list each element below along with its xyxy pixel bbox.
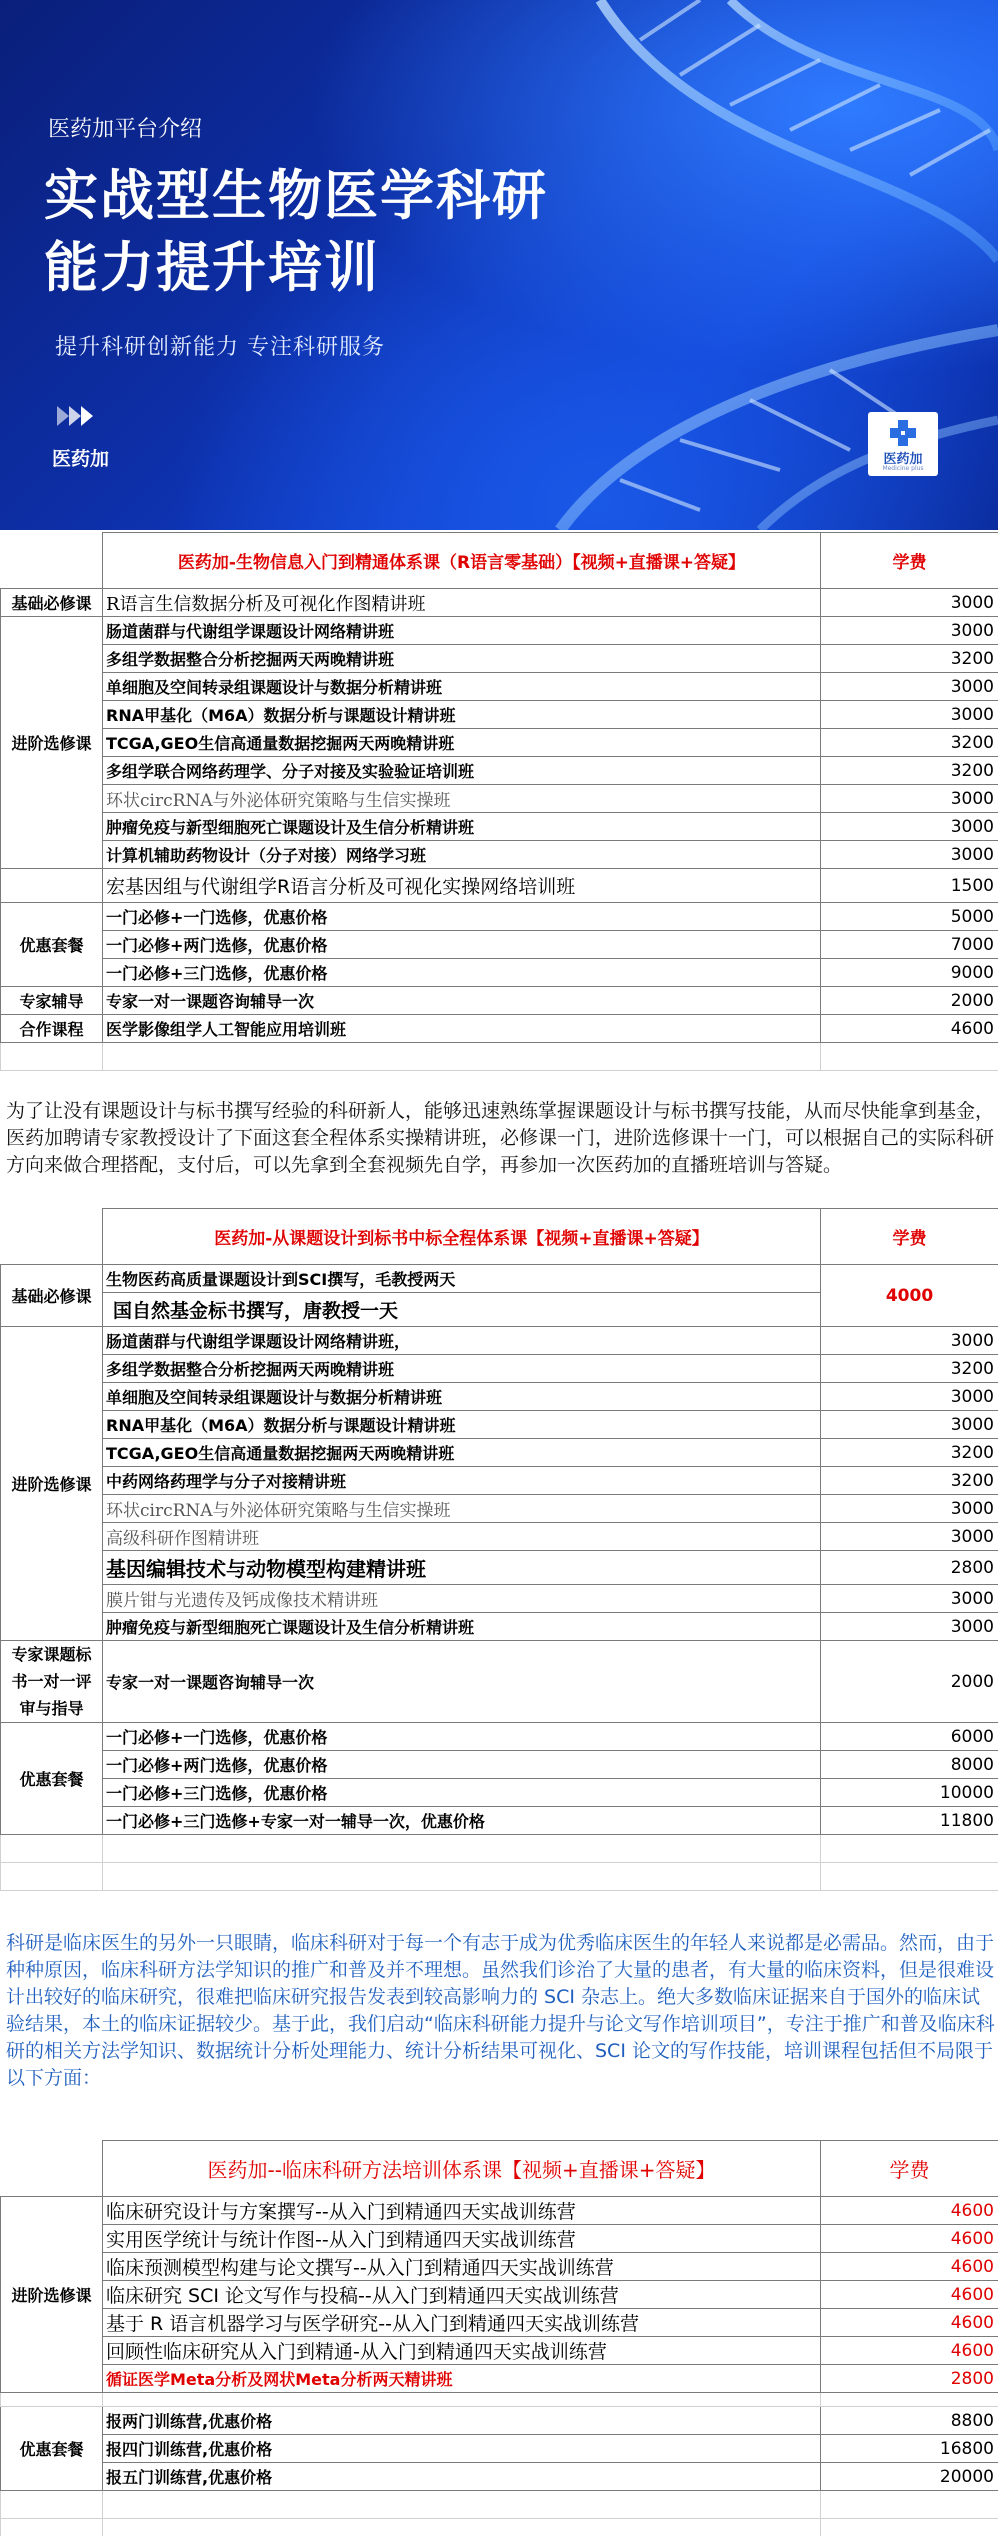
course-table-grant — [0, 1208, 998, 1891]
course-name: R语言生信数据分析及可视化作图精讲班 — [103, 589, 821, 617]
package-name: 报两门训练营,优惠价格 — [103, 2407, 821, 2435]
category-label: 合作课程 — [1, 1015, 103, 1043]
course-fee: 4600 — [821, 2337, 998, 2365]
course-name: 医学影像组学人工智能应用培训班 — [103, 1015, 821, 1043]
course-name: 专家一对一课题咨询辅导一次 — [103, 987, 821, 1015]
course-fee: 3200 — [821, 757, 998, 785]
course-name: RNA甲基化（M6A）数据分析与课题设计精讲班 — [103, 1411, 821, 1439]
table-row — [1, 729, 998, 757]
package-fee: 7000 — [821, 931, 998, 959]
course-fee: 3000 — [821, 1383, 998, 1411]
table-row — [1, 2435, 998, 2463]
table-row — [1, 869, 998, 903]
course-name: 计算机辅助药物设计（分子对接）网络学习班 — [103, 841, 821, 869]
table-row — [1, 1467, 998, 1495]
course-fee: 3000 — [821, 617, 998, 645]
table-row — [1, 589, 998, 617]
category-label: 专家课题标书一对一评审与指导 — [1, 1641, 103, 1723]
table-row — [1, 1751, 998, 1779]
course-fee: 3200 — [821, 729, 998, 757]
course-table-clinical — [0, 2140, 998, 2536]
course-name: 宏基因组与代谢组学R语言分析及可视化实操网络培训班 — [103, 869, 821, 903]
course-name: 临床预测模型构建与论文撰写--从入门到精通四天实战训练营 — [103, 2253, 821, 2281]
package-name: 报四门训练营,优惠价格 — [103, 2435, 821, 2463]
course-name: 循证医学Meta分析及网状Meta分析两天精讲班 — [103, 2365, 821, 2393]
table-row — [1, 645, 998, 673]
banner-slogan: 提升科研创新能力 专注科研服务 — [55, 335, 385, 360]
table-row — [1, 931, 998, 959]
fee-header: 学费 — [821, 1209, 998, 1265]
table-row — [1, 1015, 998, 1043]
category-label: 基础必修课 — [1, 1265, 103, 1327]
table-row — [1, 2197, 998, 2225]
course-fee: 2000 — [821, 987, 998, 1015]
intro-paragraph-1: 为了让没有课题设计与标书撰写经验的科研新人，能够迅速熟练掌握课题设计与标书撰写技能，从而尽快能拿到基金，医药加聘请专家教授设计了下面这套全程体系实操精讲班，必修课一门，进阶选修课十一门，可以根据自己的实际科研方向来做合理搭配，支付后，可以先拿到全套视频先自学，再参加一次医药加的直播班培训与答疑。 — [6, 1100, 995, 1176]
course-name: 多组学数据整合分析挖掘两天两晚精讲班 — [103, 1355, 821, 1383]
table-row — [1, 2463, 998, 2491]
course-name: 单细胞及空间转录组课题设计与数据分析精讲班 — [103, 673, 821, 701]
table-title: 医药加--临床科研方法培训体系课【视频+直播课+答疑】 — [103, 2141, 821, 2197]
course-fee: 3000 — [821, 1411, 998, 1439]
category-label: 优惠套餐 — [1, 2407, 103, 2491]
table-row — [1, 1807, 998, 1835]
package-name: 一门必修+三门选修，优惠价格 — [103, 1779, 821, 1807]
course-fee: 2000 — [821, 1641, 998, 1723]
course-fee: 4600 — [821, 2309, 998, 2337]
course-fee: 3000 — [821, 785, 998, 813]
package-fee: 11800 — [821, 1807, 998, 1835]
category-label: 基础必修课 — [1, 589, 103, 617]
table-row — [1, 987, 998, 1015]
table-row — [1, 1265, 998, 1293]
category-label: 进阶选修课 — [1, 617, 103, 869]
course-fee: 4600 — [821, 2225, 998, 2253]
table-row — [1, 2281, 998, 2309]
course-name: 高级科研作图精讲班 — [103, 1523, 821, 1551]
package-name: 一门必修+三门选修，优惠价格 — [103, 959, 821, 987]
intro-paragraph-2: 科研是临床医生的另外一只眼睛，临床科研对于每一个有志于成为优秀临床医生的年轻人来说都是必需品。然而，由于种种原因，临床科研方法学知识的推广和普及并不理想。虽然我们诊治了大量的患者，有大量的临床资料，但是很难设计出较好的临床研究，很难把临床研究报告发表到较高影响力的 SCI 杂志上。绝大多数临床证据来自于国外的临床试验结果，本土的临床证据较少。基于此，我们启动“临床科研能力提升与论文写作培训项目”，专注于推广和普及临床科研的相关方法学知识、数据统计分析处理能力、统计分析结果可视化、SCI 论文的写作技能，培训课程包括但不局限于以下方面： — [6, 1932, 995, 2089]
course-name: 肿瘤免疫与新型细胞死亡课题设计及生信分析精讲班 — [103, 1613, 821, 1641]
table-row — [1, 673, 998, 701]
table-row — [1, 701, 998, 729]
category-label: 优惠套餐 — [1, 903, 103, 987]
package-fee: 6000 — [821, 1723, 998, 1751]
course-name: 生物医药高质量课题设计到SCI撰写，毛教授两天 — [103, 1265, 821, 1293]
table-row — [1, 1355, 998, 1383]
table-row — [1, 785, 998, 813]
course-fee: 3200 — [821, 1355, 998, 1383]
package-fee: 8000 — [821, 1751, 998, 1779]
course-name: 肠道菌群与代谢组学课题设计网络精讲班， — [103, 1327, 821, 1355]
course-fee: 3000 — [821, 701, 998, 729]
fee-header: 学费 — [821, 533, 998, 589]
table-header-row — [1, 1209, 998, 1265]
table-row — [1, 2309, 998, 2337]
table-row — [1, 1495, 998, 1523]
table-row — [1, 1411, 998, 1439]
course-table-bioinfo — [0, 532, 998, 1071]
table-row — [1, 617, 998, 645]
course-fee: 3200 — [821, 645, 998, 673]
course-name: 临床研究设计与方案撰写--从入门到精通四天实战训练营 — [103, 2197, 821, 2225]
hero-banner — [0, 0, 998, 530]
table-row — [1, 903, 998, 931]
table-row — [1, 1523, 998, 1551]
course-name: 中药网络药理学与分子对接精讲班 — [103, 1467, 821, 1495]
table-row — [1, 2337, 998, 2365]
banner-title-line2: 能力提升培训 — [44, 236, 380, 299]
brand-logo — [868, 412, 938, 476]
table-row — [1, 1327, 998, 1355]
course-fee: 3000 — [821, 1495, 998, 1523]
course-name: 国自然基金标书撰写，唐教授一天 — [103, 1293, 821, 1327]
course-name: 临床研究 SCI 论文写作与投稿--从入门到精通四天实战训练营 — [103, 2281, 821, 2309]
course-name: 多组学联合网络药理学、分子对接及实验验证培训班 — [103, 757, 821, 785]
course-fee: 4000 — [821, 1265, 998, 1327]
course-fee: 3000 — [821, 1585, 998, 1613]
course-name: 回顾性临床研究从入门到精通-从入门到精通四天实战训练营 — [103, 2337, 821, 2365]
course-fee: 2800 — [821, 2365, 998, 2393]
table-header-row — [1, 2141, 998, 2197]
package-name: 报五门训练营,优惠价格 — [103, 2463, 821, 2491]
table-row — [1, 841, 998, 869]
package-name: 一门必修+两门选修，优惠价格 — [103, 931, 821, 959]
course-name: 基因编辑技术与动物模型构建精讲班 — [103, 1551, 821, 1585]
course-name: 专家一对一课题咨询辅导一次 — [103, 1641, 821, 1723]
table-row — [1, 1383, 998, 1411]
course-name: 单细胞及空间转录组课题设计与数据分析精讲班 — [103, 1383, 821, 1411]
table-row — [1, 2253, 998, 2281]
banner-title — [44, 160, 548, 304]
course-fee: 4600 — [821, 2197, 998, 2225]
category-label: 优惠套餐 — [1, 1723, 103, 1835]
course-fee: 4600 — [821, 1015, 998, 1043]
fee-header: 学费 — [821, 2141, 998, 2197]
package-fee: 8800 — [821, 2407, 998, 2435]
package-name: 一门必修+三门选修+专家一对一辅导一次，优惠价格 — [103, 1807, 821, 1835]
course-fee: 3200 — [821, 1467, 998, 1495]
course-name: 实用医学统计与统计作图--从入门到精通四天实战训练营 — [103, 2225, 821, 2253]
table-row — [1, 1641, 998, 1723]
course-fee: 3000 — [821, 841, 998, 869]
table-row — [1, 1585, 998, 1613]
table-row — [1, 2407, 998, 2435]
package-fee: 20000 — [821, 2463, 998, 2491]
course-name: 环状circRNA与外泌体研究策略与生信实操班 — [103, 1495, 821, 1523]
course-fee: 3200 — [821, 1439, 998, 1467]
logo-text: 医药加 — [883, 452, 923, 467]
course-name: 多组学数据整合分析挖掘两天两晚精讲班 — [103, 645, 821, 673]
course-fee: 3000 — [821, 813, 998, 841]
table-row — [1, 2225, 998, 2253]
banner-brand: 医药加 — [52, 448, 110, 470]
course-name: TCGA,GEO生信高通量数据挖掘两天两晚精讲班 — [103, 729, 821, 757]
package-fee: 10000 — [821, 1779, 998, 1807]
table-row — [1, 1439, 998, 1467]
category-label: 专家辅导 — [1, 987, 103, 1015]
course-name: 膜片钳与光遗传及钙成像技术精讲班 — [103, 1585, 821, 1613]
course-fee: 4600 — [821, 2253, 998, 2281]
table-row — [1, 1779, 998, 1807]
course-fee: 3000 — [821, 589, 998, 617]
banner-title-line1: 实战型生物医学科研 — [44, 164, 548, 227]
course-fee: 3000 — [821, 1523, 998, 1551]
course-fee: 3000 — [821, 673, 998, 701]
package-name: 一门必修+两门选修，优惠价格 — [103, 1751, 821, 1779]
course-name: 肿瘤免疫与新型细胞死亡课题设计及生信分析精讲班 — [103, 813, 821, 841]
double-chevron-icon — [55, 404, 105, 428]
course-name: TCGA,GEO生信高通量数据挖掘两天两晚精讲班 — [103, 1439, 821, 1467]
table-row — [1, 1551, 998, 1585]
package-fee: 5000 — [821, 903, 998, 931]
course-name: 肠道菌群与代谢组学课题设计网络精讲班 — [103, 617, 821, 645]
course-fee: 3000 — [821, 1613, 998, 1641]
table-title: 医药加-从课题设计到标书中标全程体系课【视频+直播课+答疑】 — [103, 1209, 821, 1265]
banner-subtitle: 医药加平台介绍 — [48, 117, 203, 142]
course-name: 环状circRNA与外泌体研究策略与生信实操班 — [103, 785, 821, 813]
course-name: RNA甲基化（M6A）数据分析与课题设计精讲班 — [103, 701, 821, 729]
table-row — [1, 1723, 998, 1751]
table-row — [1, 813, 998, 841]
course-fee: 3000 — [821, 1327, 998, 1355]
course-fee: 1500 — [821, 869, 998, 903]
package-fee: 9000 — [821, 959, 998, 987]
course-fee: 4600 — [821, 2281, 998, 2309]
package-fee: 16800 — [821, 2435, 998, 2463]
course-fee: 2800 — [821, 1551, 998, 1585]
table-row — [1, 757, 998, 785]
table-title: 医药加-生物信息入门到精通体系课（R语言零基础）【视频+直播课+答疑】 — [103, 533, 821, 589]
category-label: 进阶选修课 — [1, 2197, 103, 2393]
category-label: 进阶选修课 — [1, 1327, 103, 1641]
table-row — [1, 959, 998, 987]
course-name: 基于 R 语言机器学习与医学研究--从入门到精通四天实战训练营 — [103, 2309, 821, 2337]
table-row — [1, 1613, 998, 1641]
package-name: 一门必修+一门选修，优惠价格 — [103, 1723, 821, 1751]
package-name: 一门必修+一门选修，优惠价格 — [103, 903, 821, 931]
medical-cross-icon — [887, 418, 919, 448]
table-row — [1, 2365, 998, 2393]
table-header-row — [1, 533, 998, 589]
logo-small-text: Medicine plus — [882, 465, 924, 472]
